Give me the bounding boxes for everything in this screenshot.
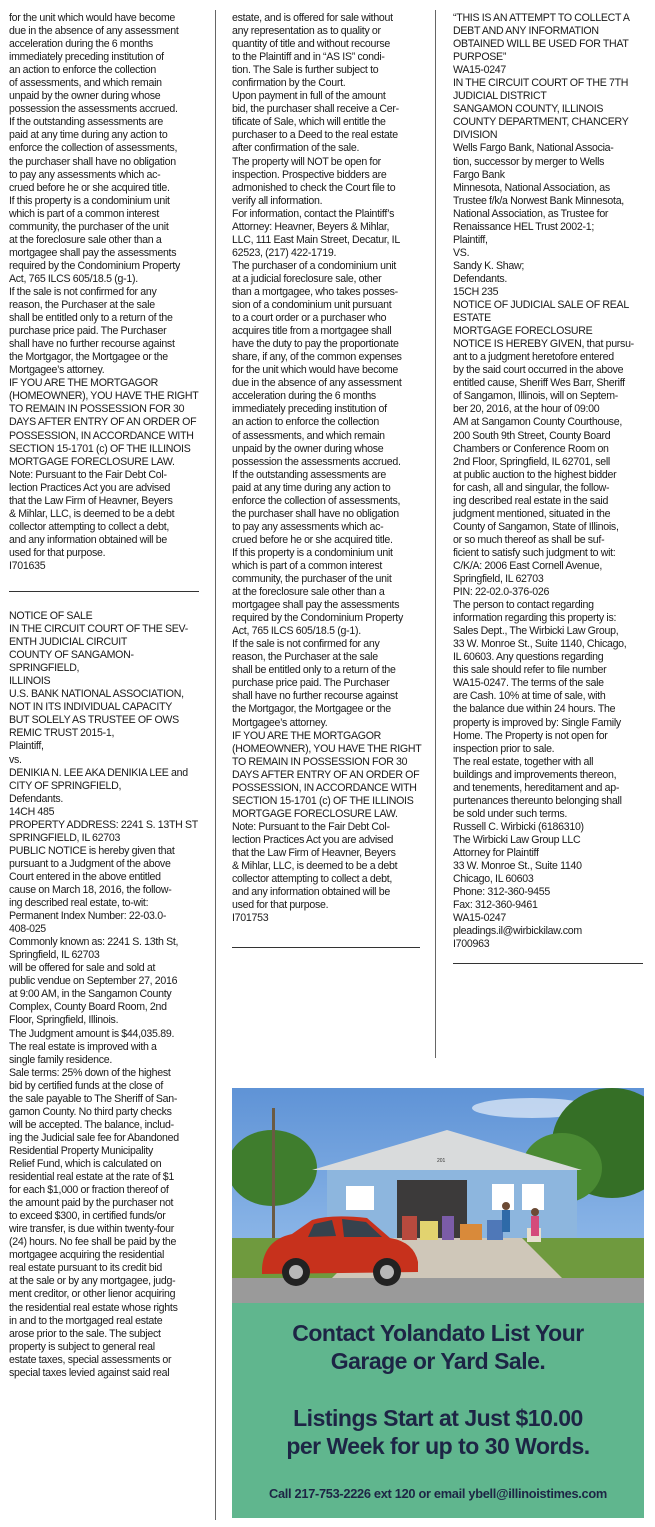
yard-sale-photo bbox=[232, 1088, 644, 1303]
notice-divider bbox=[232, 947, 420, 948]
ad-banner[interactable] bbox=[232, 1303, 644, 1518]
legal-column-3 bbox=[453, 12, 647, 964]
ad-headline-1: Contact Yolandato List Your bbox=[292, 1320, 584, 1346]
legal-column-2 bbox=[232, 12, 424, 948]
ad-headline-3: Listings Start at Just $10.00 bbox=[293, 1405, 583, 1431]
notice-text-foreclosure-tail: for the unit which would have become due in the absence of any assessment acceleration during the 6 months immediately preceding institution of an action to enforce the collection of assessments, and which remain unpaid by the owner during whose possession the assessments accrued. If the outstanding assessments are paid at any time during any action to enforce the collection of assessments, the purchaser shall have no obligation to pay any assessments which ac- crued before he or she acquired title. If this property is a condominium unit which is part of a common interest community, the purchaser of the unit at the foreclosure sale other than a mortgagee shall pay the assessments required by the Condominium Property Act, 765 ILCS 605/18.5 (g-1). If the sale is not confirmed for any reason, the Purchaser at the sale shall be entitled only to a return of the purchase price paid. The Purchaser shall have no further recourse against the Mortgagor, the Mortgagee or the Mortgagee’s attorney. IF YOU ARE THE MORTGAGOR (HOMEOWNER), YOU HAVE THE RIGHT TO REMAIN IN POSSESSION FOR 30 DAYS AFTER ENTRY OF AN ORDER OF POSSESSION, IN ACCORDANCE WITH SECTION 15-1701 (c) OF THE ILLINOIS MORTGAGE FORECLOSURE LAW. Note: Pursuant to the Fair Debt Col- lection Practices Act you are advised that the Law Firm of Heavner, Beyers & Mihlar, LLC, is deemed to be a debt collector attempting to collect a debt, and any information obtained will be used for that purpose. I701635 bbox=[9, 12, 199, 572]
notice-divider bbox=[9, 591, 199, 592]
ad-contact-line[interactable]: Call 217-753-2226 ext 120 or email ybell@illinoistimes.com bbox=[269, 1486, 607, 1501]
yard-sale-ad[interactable] bbox=[232, 1088, 644, 1518]
ad-headline-2: Garage or Yard Sale. bbox=[330, 1348, 546, 1374]
notice-text-continued: estate, and is offered for sale without any representation as to quality or quantity of title and without recourse to the Plaintiff and in “AS IS” condi- tion. The Sale is further subject to confirmation by the Court. Upon payment in full of the amount bid, the purchaser shall receive a Cer- tificate of Sale, which will entitle the purchaser to a Deed to the real estate after confirmation of the sale. The property will NOT be open for inspection. Prospective bidders are admonished to check the Court file to verify all information. For information, contact the Plaintiff’s Attorney: Heavner, Beyers & Mihlar, LLC, 111 East Main Street, Decatur, IL 62523, (217) 422-1719. The purchaser of a condominium unit at a judicial foreclosure sale, other than a mortgagee, who takes posses- sion of a condominium unit pursuant to a court order or a purchaser who acquires title from a mortgagee shall have the duty to pay the proportionate share, if any, of the common expenses for the unit which would have become due in the absence of any assessment acceleration during the 6 months immediately preceding institution of an action to enforce the collection of assessments, and which remain unpaid by the owner during whose possession the assessments accrued. If the outstanding assessments are paid at any time during any action to enforce the collection of assessments, the purchaser shall have no obligation to pay any assessments which ac- crued before he or she acquired title. If this property is a condominium unit which is part of a common interest community, the purchaser of the unit at the foreclosure sale other than a mortgagee shall pay the assessments required by the Condominium Property Act, 765 ILCS 605/18.5 (g-1). If the sale is not confirmed for any reason, the Purchaser at the sale shall be entitled only to a return of the purchase price paid. The Purchaser shall have no further recourse against the Mortgagor, the Mortgagee or the Mortgagee’s attorney. IF YOU ARE THE MORTGAGOR (HOMEOWNER), YOU HAVE THE RIGHT TO REMAIN IN POSSESSION FOR 30 DAYS AFTER ENTRY OF AN ORDER OF POSSESSION, IN ACCORDANCE WITH SECTION 15-1701 (c) OF THE ILLINOIS MORTGAGE FORECLOSURE LAW. Note: Pursuant to the Fair Debt Col- lection Practices Act you are advised that the Law Firm of Heavner, Beyers & Mihlar, LLC, is deemed to be a debt collector attempting to collect a debt, and any information obtained will be used for that purpose. I701753 bbox=[232, 12, 422, 925]
column-divider bbox=[215, 10, 216, 1520]
notice-text-sale-lee: NOTICE OF SALE IN THE CIRCUIT COURT OF THE SEV- ENTH JUDICIAL CIRCUIT COUNTY OF SANGAMON-SPRINGFIELD, ILLINOIS U.S. BANK NATIONAL ASSOCIATION, NOT IN ITS INDIVIDUAL CAPACITY BUT SOLELY AS TRUSTEE OF OWS REMIC TRUST 2015-1, Plaintiff, vs. DENIKIA N. LEE AKA DENIKIA LEE and CITY OF SPRINGFIELD, Defendants. 14CH 485 PROPERTY ADDRESS: 2241 S. 13TH ST SPRINGFIELD, IL 62703 PUBLIC NOTICE is hereby given that pursuant to a Judgment of the above Court entered in the above entitled cause on March 18, 2016, the follow- ing described real estate, to-wit: Permanent Index Number: 22-03.0- 408-025 Commonly known as: 2241 S. 13th St, Springfield, IL 62703 will be offered for sale and sold at public vendue on September 27, 2016 at 9:00 AM, in the Sangamon County Complex, County Board Room, 2nd Floor, Springfield, Illinois. The Judgment amount is $44,035.89. The real estate is improved with a single family residence. Sale terms: 25% down of the highest bid by certified funds at the close of the sale payable to The Sheriff of San- gamon County. No third party checks will be accepted. The balance, includ- ing the Judicial sale fee for Abandoned Residential Property Municipality Relief Fund, which is calculated on residential real estate at the rate of $1 for each $1,000 or fraction thereof of the amount paid by the purchaser not to exceed $300, in certified funds/or wire transfer, is due within twenty-four (24) hours. No fee shall be paid by the mortgagee acquiring the residential real estate pursuant to its credit bid at the sale or by any mortgagee, judg- ment creditor, or other lienor acquiring the residential real estate whose rights in and to the mortgaged real estate arose prior to the sale. The subject property is subject to general real estate taxes, special assessments or special taxes levied against said real bbox=[9, 610, 198, 1379]
legal-column-1 bbox=[9, 12, 203, 1380]
notice-divider bbox=[453, 963, 643, 964]
notice-text-sale-shaw: “THIS IS AN ATTEMPT TO COLLECT A DEBT AND ANY INFORMATION OBTAINED WILL BE USED FOR THAT PURPOSE” WA15-0247 IN THE CIRCUIT COURT OF THE 7TH JUDICIAL DISTRICT SANGAMON COUNTY, ILLINOIS COUNTY DEPARTMENT, CHANCERY DIVISION Wells Fargo Bank, National Associa- tion, successor by merger to Wells Fargo Bank Minnesota, National Association, as Trustee f/k/a Norwest Bank Minnesota, National Association, as Trustee for Renaissance HEL Trust 2002-1; Plaintiff, VS. Sandy K. Shaw; Defendants. 15CH 235 NOTICE OF JUDICIAL SALE OF REAL ESTATE MORTGAGE FORECLOSURE NOTICE IS HEREBY GIVEN, that pursu- ant to a judgment heretofore entered by the said court occurred in the above entitled cause, Sheriff Wes Barr, Sheriff of Sangamon, Illinois, will on Septem- ber 20, 2016, at the hour of 09:00 AM at Sangamon County Courthouse, 200 South 9th Street, County Board Chambers or Conference Room on 2nd Floor, Springfield, IL 62701, sell at public auction to the highest bidder for cash, all and singular, the follow- ing described real estate in the said judgment mentioned, situated in the County of Sangamon, State of Illinois, or so much thereof as shall be suf- ficient to satisfy such judgment to wit: C/K/A: 2006 East Cornell Avenue, Springfield, IL 62703 PIN: 22-02.0-376-026 The person to contact regarding information regarding this property is: Sales Dept., The Wirbicki Law Group, 33 W. Monroe St., Suite 1140, Chicago, IL 60603. Any questions regarding this sale should refer to file number WA15-0247. The terms of the sale are Cash. 10% at time of sale, with the balance due within 24 hours. The property is improved by: Single Family Home. The Property is not open for inspection prior to sale. The real estate, together with all buildings and improvements thereon, and tenements, hereditament and ap- purtenances thereunto belonging shall be sold under such terms. Russell C. Wirbicki (6186310) The Wirbicki Law Group LLC Attorney for Plaintiff 33 W. Monroe St., Suite 1140 Chicago, IL 60603 Phone: 312-360-9455 Fax: 312-360-9461 WA15-0247 pleadings.il@wirbickilaw.com I700963 bbox=[453, 12, 634, 951]
ad-headline-4: per Week for up to 30 Words. bbox=[286, 1433, 590, 1459]
house-number: 201 bbox=[437, 1158, 446, 1164]
column-divider bbox=[435, 10, 436, 1058]
